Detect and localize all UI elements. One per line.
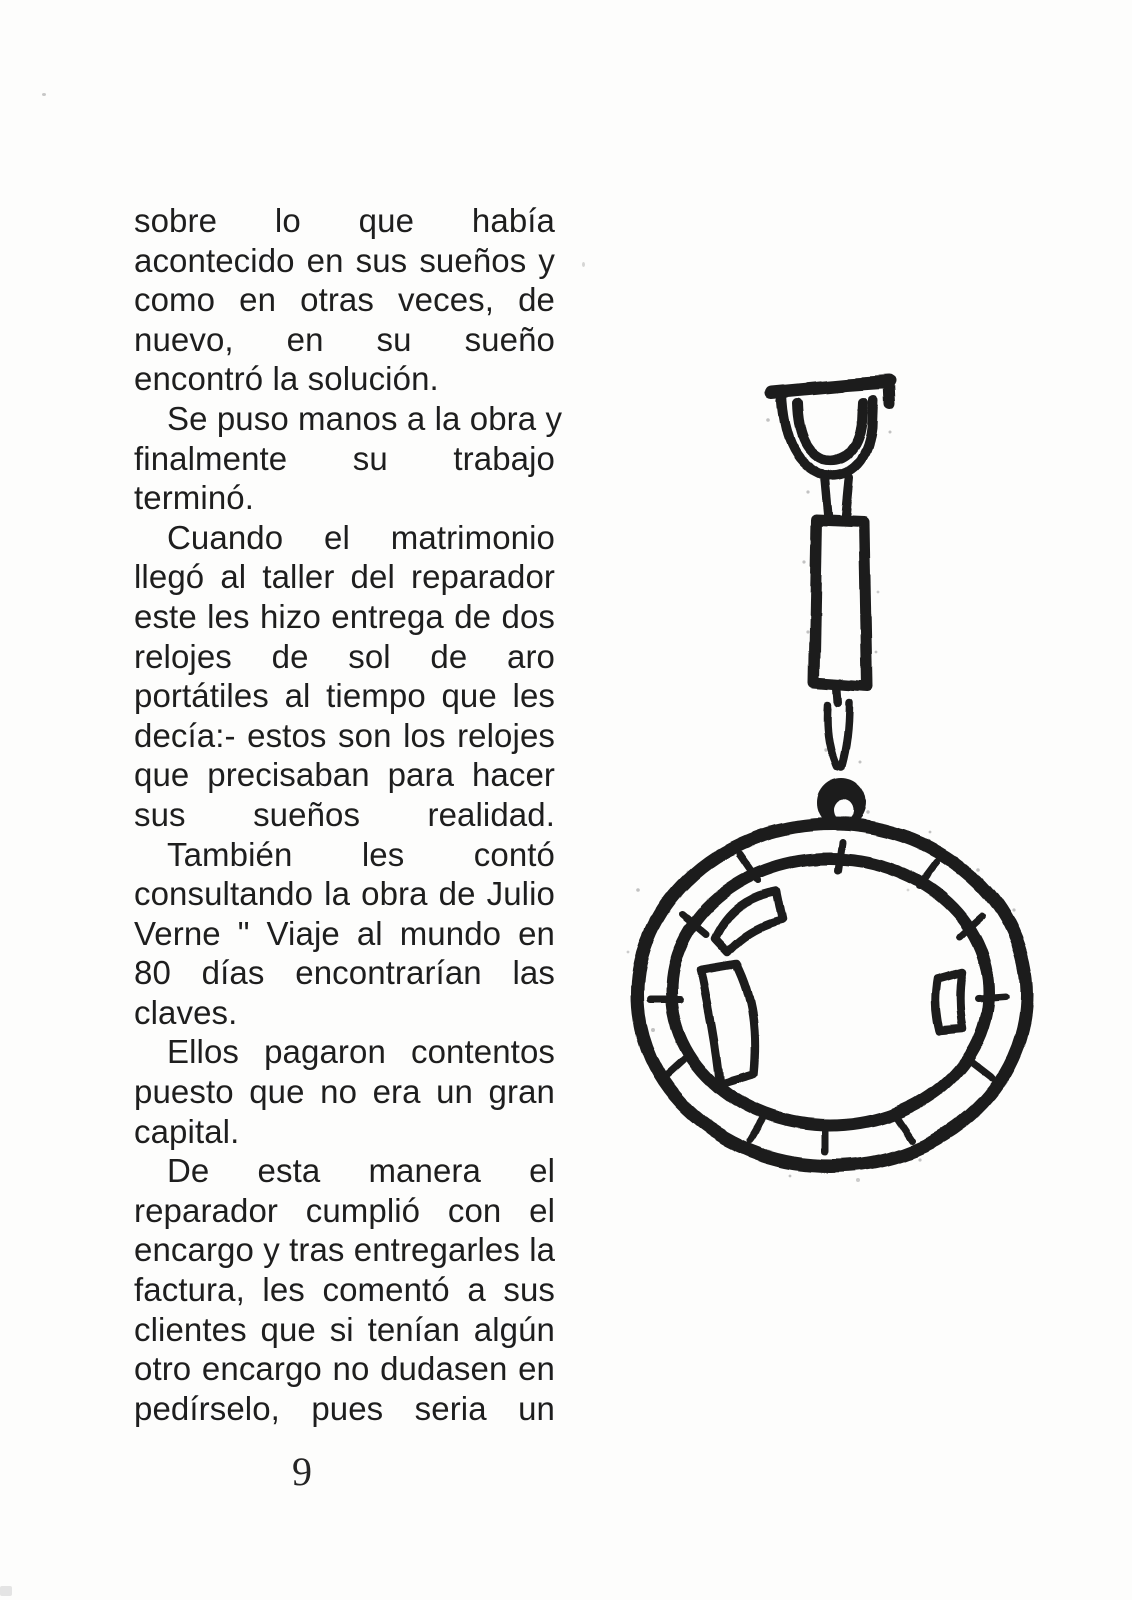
text-column	[134, 201, 563, 1428]
text-line: encontró la solución.	[134, 360, 439, 398]
text-line: otro encargo no dudasen en	[134, 1350, 555, 1388]
text-line: capital.	[134, 1112, 240, 1150]
ring-sundial-illustration	[558, 330, 1058, 1210]
text-line: terminó.	[134, 479, 255, 517]
text-line: sobre lo que había	[134, 202, 555, 239]
shackle	[772, 382, 889, 475]
text-line: que precisaban para hacer	[134, 756, 555, 794]
chain-link	[827, 688, 849, 767]
text-line: También les contó	[167, 835, 555, 873]
text-line: este les hizo entrega de dos	[134, 597, 555, 635]
text-line: sus sueños realidad.	[134, 795, 555, 833]
shackle-neck	[825, 477, 850, 520]
text-line: consultando la obra de Julio	[134, 875, 555, 913]
slider-plates	[701, 891, 963, 1084]
scan-speck	[0, 1586, 12, 1596]
text-line: De esta manera el	[167, 1152, 555, 1190]
page-number: 9	[292, 1449, 312, 1494]
text-line: clientes que si tenían algún	[134, 1310, 555, 1348]
text-line: factura, les comentó a sus	[134, 1271, 555, 1309]
text-line: relojes de sol de aro	[134, 637, 555, 675]
text-line: puesto que no era un gran	[134, 1073, 555, 1111]
text-line: reparador cumplió con el	[134, 1191, 555, 1229]
text-line: decía:- estos son los relojes	[134, 716, 555, 754]
text-line: Cuando el matrimonio	[167, 518, 555, 556]
outer-ring	[637, 824, 1027, 1166]
text-line: claves.	[134, 993, 238, 1031]
scan-speck	[582, 262, 585, 267]
text-line: acontecido en sus sueños y	[134, 241, 555, 279]
text-line: Ellos pagaron contentos	[167, 1033, 555, 1071]
text-line: nuevo, en su sueño	[134, 320, 555, 358]
stem	[814, 520, 867, 686]
text-line: como en otras veces, de	[134, 281, 555, 319]
text-line: Se puso manos a la obra y	[167, 399, 563, 437]
text-line: pedírselo, pues seria un	[134, 1389, 555, 1427]
text-line: 80 días encontrarían las	[134, 954, 555, 992]
text-line: encargo y tras entregarles la	[134, 1231, 556, 1269]
text-line: llegó al taller del reparador	[134, 558, 555, 596]
scan-speck	[42, 93, 46, 96]
text-line: finalmente su trabajo	[134, 439, 555, 477]
text-line: portátiles al tiempo que les	[134, 677, 555, 715]
text-line: Verne " Viaje al mundo en	[134, 914, 555, 952]
